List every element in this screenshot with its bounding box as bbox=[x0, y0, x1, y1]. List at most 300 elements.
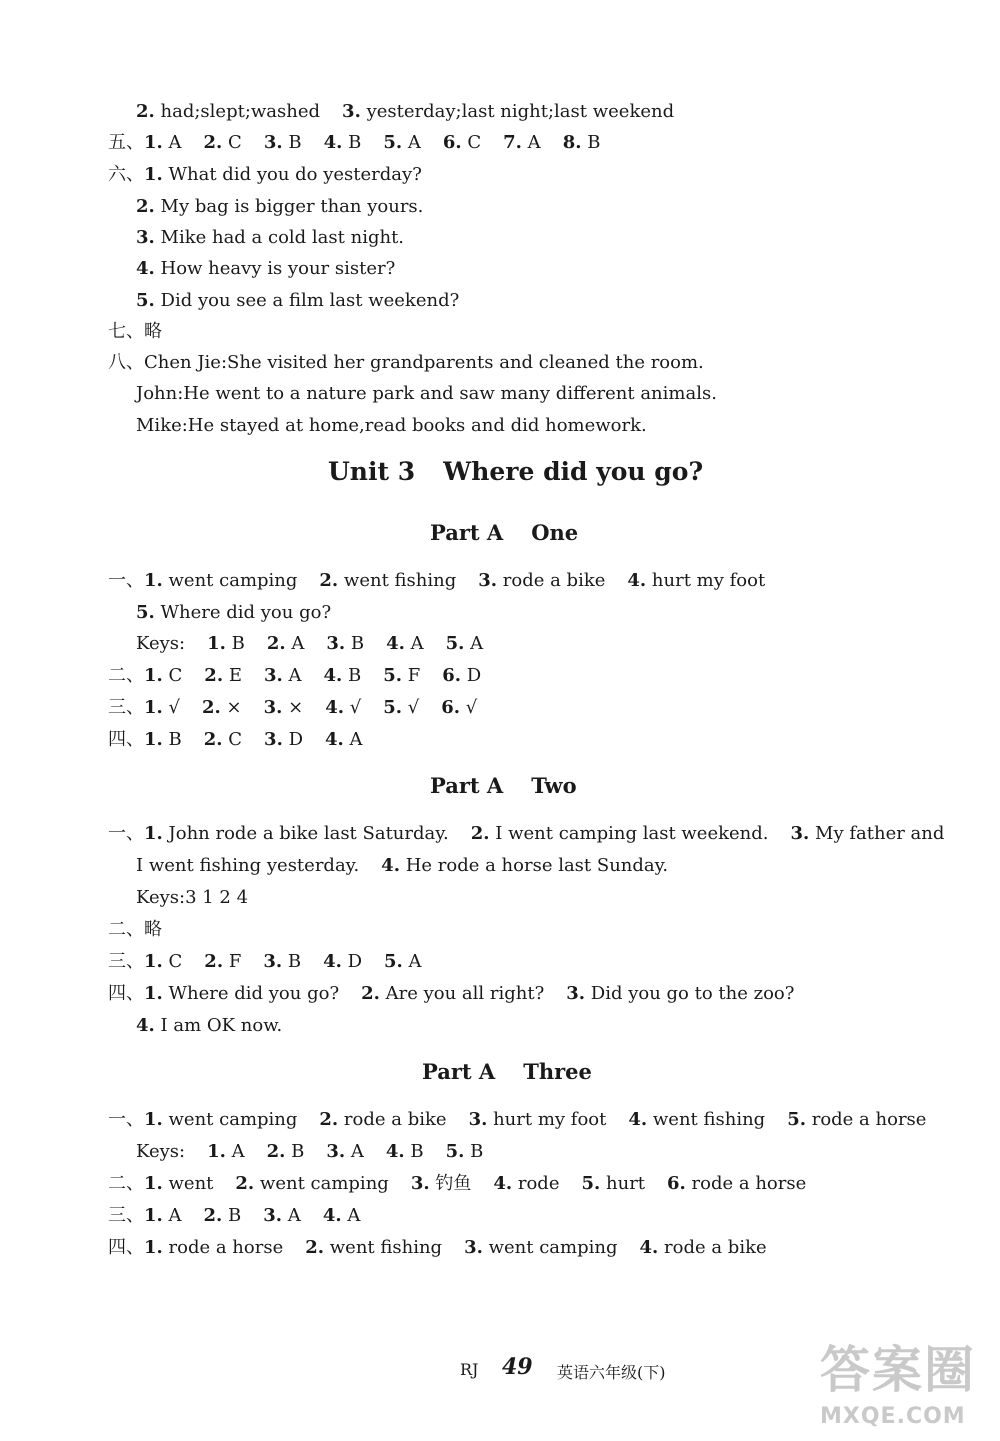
item-answer: rode a bike bbox=[658, 1237, 767, 1258]
question-group-label: 三、 bbox=[108, 1205, 144, 1226]
question-group-label: 四、 bbox=[108, 983, 144, 1004]
item-number: 2. bbox=[203, 1205, 223, 1226]
item-answer: × bbox=[282, 697, 304, 718]
item-answer: Where did you go? bbox=[154, 602, 332, 623]
item-answer: John:He went to a nature park and saw many different animals. bbox=[136, 383, 717, 404]
answer-item bbox=[204, 1205, 242, 1226]
item-number: 3. bbox=[263, 665, 283, 686]
item-number: 2. bbox=[202, 697, 221, 718]
answer-item bbox=[207, 633, 245, 654]
answer-line bbox=[108, 696, 477, 720]
answer-item bbox=[503, 132, 541, 153]
item-number: 3. bbox=[263, 697, 283, 718]
item-answer: went bbox=[162, 1173, 214, 1194]
item-number: 6. bbox=[667, 1173, 686, 1194]
answer-item bbox=[264, 132, 302, 153]
item-number: 4. bbox=[381, 855, 400, 876]
answer-item bbox=[566, 983, 794, 1004]
item-answer: Keys: bbox=[136, 1141, 186, 1162]
answer-item bbox=[136, 101, 320, 122]
item-number: 2. bbox=[203, 132, 223, 153]
item-number: 1. bbox=[144, 1237, 163, 1258]
answer-item bbox=[144, 919, 162, 940]
item-number: 1. bbox=[144, 983, 163, 1004]
item-number: 2. bbox=[235, 1173, 255, 1194]
answer-line bbox=[108, 918, 162, 942]
item-answer: B bbox=[222, 1205, 242, 1226]
item-number: 4. bbox=[325, 729, 344, 750]
item-answer: 钓鱼 bbox=[429, 1173, 472, 1194]
item-answer: B bbox=[282, 132, 302, 153]
item-answer: went fishing bbox=[338, 570, 457, 591]
answer-item bbox=[446, 633, 484, 654]
item-number: 3. bbox=[790, 823, 810, 844]
answer-item bbox=[204, 132, 242, 153]
item-number: 4. bbox=[325, 697, 345, 718]
item-number: 5. bbox=[136, 290, 155, 311]
item-answer: hurt bbox=[600, 1173, 646, 1194]
edition-code: RJ bbox=[460, 1360, 479, 1379]
item-number: 4. bbox=[323, 951, 342, 972]
answer-line bbox=[136, 886, 248, 910]
answer-item bbox=[144, 1173, 213, 1194]
answer-item bbox=[144, 983, 339, 1004]
item-number: 3. bbox=[326, 633, 346, 654]
answer-item bbox=[493, 1173, 559, 1194]
question-group-label: 一、 bbox=[108, 1109, 144, 1130]
item-number: 5. bbox=[383, 132, 403, 153]
item-number: 1. bbox=[144, 697, 163, 718]
part-heading bbox=[422, 1058, 592, 1086]
item-number: 5. bbox=[383, 697, 403, 718]
item-number: 3. bbox=[464, 1237, 483, 1258]
item-number: 2. bbox=[266, 1141, 286, 1162]
item-number: 5. bbox=[383, 665, 403, 686]
part-label: Part A bbox=[430, 520, 504, 545]
answer-item bbox=[627, 570, 765, 591]
answer-item bbox=[326, 633, 364, 654]
item-answer: rode a horse bbox=[162, 1237, 284, 1258]
item-answer: Did you see a film last weekend? bbox=[154, 290, 460, 311]
answer-line bbox=[136, 382, 717, 406]
unit-name: Where did you go? bbox=[443, 457, 704, 486]
item-answer: Chen Jie:She visited her grandparents and cleaned the room. bbox=[144, 352, 704, 373]
item-number: 3. bbox=[478, 570, 498, 591]
answer-item bbox=[325, 697, 361, 718]
item-answer: 略 bbox=[144, 321, 162, 342]
answer-item bbox=[144, 321, 162, 342]
answer-item bbox=[469, 1109, 607, 1130]
answer-item bbox=[323, 951, 362, 972]
answer-item bbox=[263, 951, 301, 972]
item-answer: I am OK now. bbox=[154, 1015, 283, 1036]
answer-item bbox=[204, 951, 241, 972]
item-answer: D bbox=[282, 729, 303, 750]
item-number: 3. bbox=[136, 227, 155, 248]
item-answer: D bbox=[461, 665, 482, 686]
answer-item bbox=[384, 951, 422, 972]
answer-line bbox=[108, 950, 422, 974]
item-answer: B bbox=[404, 1141, 424, 1162]
answer-item bbox=[628, 1109, 765, 1130]
answer-line bbox=[108, 1204, 360, 1228]
item-answer: went camping bbox=[162, 570, 298, 591]
item-number: 2. bbox=[266, 633, 286, 654]
item-answer: B bbox=[282, 951, 302, 972]
item-number: 4. bbox=[639, 1237, 659, 1258]
answer-line bbox=[136, 289, 459, 313]
answer-item bbox=[136, 258, 395, 279]
item-number: 5. bbox=[445, 633, 465, 654]
item-number: 1. bbox=[144, 1173, 163, 1194]
answer-line bbox=[108, 982, 794, 1006]
item-answer: A bbox=[285, 633, 305, 654]
item-number: 5. bbox=[581, 1173, 601, 1194]
answer-item bbox=[204, 665, 242, 686]
watermark-logo bbox=[820, 1330, 996, 1438]
question-group-label: 五、 bbox=[108, 132, 144, 153]
answer-line bbox=[136, 195, 423, 219]
item-answer: yesterday;last night;last weekend bbox=[360, 101, 675, 122]
answer-item bbox=[446, 1141, 484, 1162]
item-answer: hurt my foot bbox=[487, 1109, 607, 1130]
item-number: 2. bbox=[361, 983, 380, 1004]
answer-item bbox=[207, 1141, 245, 1162]
item-number: 3. bbox=[263, 132, 283, 153]
book-title: 英语六年级(下) bbox=[557, 1363, 666, 1382]
answer-item bbox=[136, 1141, 185, 1162]
answer-line bbox=[136, 100, 674, 124]
item-answer: rode a bike bbox=[338, 1109, 447, 1130]
answer-item bbox=[144, 352, 704, 373]
answer-item bbox=[464, 1237, 617, 1258]
item-answer: B bbox=[345, 633, 365, 654]
item-answer: B bbox=[225, 633, 245, 654]
item-answer: A bbox=[404, 633, 424, 654]
question-group-label: 一、 bbox=[108, 823, 144, 844]
answer-item bbox=[136, 290, 459, 311]
unit-title bbox=[328, 456, 703, 488]
answer-item bbox=[144, 132, 182, 153]
item-answer: A bbox=[162, 132, 182, 153]
item-answer: B bbox=[581, 132, 601, 153]
answer-item bbox=[563, 132, 601, 153]
question-group-label: 二、 bbox=[108, 665, 144, 686]
item-answer: A bbox=[225, 1141, 245, 1162]
answer-item bbox=[667, 1173, 806, 1194]
answer-item bbox=[323, 1205, 361, 1226]
item-answer: A bbox=[402, 132, 421, 153]
item-number: 8. bbox=[562, 132, 582, 153]
answer-item bbox=[267, 1141, 305, 1162]
item-number: 3. bbox=[264, 729, 283, 750]
question-group-label: 七、 bbox=[108, 321, 144, 342]
item-number: 1. bbox=[207, 1141, 226, 1162]
answer-item bbox=[383, 697, 419, 718]
answer-line bbox=[108, 1108, 926, 1132]
answer-line bbox=[108, 320, 162, 344]
item-number: 4. bbox=[136, 1015, 155, 1036]
item-number: 2. bbox=[136, 101, 155, 122]
item-answer: went camping bbox=[254, 1173, 389, 1194]
item-number: 4. bbox=[323, 132, 343, 153]
item-answer: rode bbox=[512, 1173, 560, 1194]
question-group-label: 八、 bbox=[108, 352, 144, 373]
answer-line bbox=[136, 257, 395, 281]
question-group-label: 三、 bbox=[108, 697, 144, 718]
answer-line bbox=[136, 632, 483, 656]
question-group-label: 一、 bbox=[108, 570, 144, 591]
item-number: 2. bbox=[203, 729, 223, 750]
item-answer: A bbox=[464, 633, 484, 654]
item-answer: A bbox=[343, 729, 363, 750]
item-answer: √ bbox=[402, 697, 420, 718]
item-number: 2. bbox=[136, 196, 155, 217]
answer-item bbox=[136, 196, 423, 217]
item-answer: hurt my foot bbox=[646, 570, 766, 591]
answer-line bbox=[108, 1172, 806, 1196]
item-answer: rode a bike bbox=[497, 570, 606, 591]
item-number: 3. bbox=[263, 951, 283, 972]
answer-item bbox=[264, 697, 304, 718]
item-answer: Mike had a cold last night. bbox=[154, 227, 405, 248]
item-answer: C bbox=[222, 132, 242, 153]
item-number: 3. bbox=[410, 1173, 430, 1194]
answer-item bbox=[144, 665, 182, 686]
unit-number: Unit 3 bbox=[328, 457, 416, 486]
item-answer: B bbox=[342, 132, 362, 153]
answer-item bbox=[136, 602, 331, 623]
item-answer: What did you do yesterday? bbox=[162, 164, 422, 185]
answer-item bbox=[326, 1141, 364, 1162]
item-number: 5. bbox=[384, 951, 403, 972]
item-answer: √ bbox=[460, 697, 478, 718]
answer-item bbox=[441, 697, 477, 718]
item-number: 1. bbox=[144, 823, 163, 844]
answer-line bbox=[108, 822, 944, 846]
item-answer: Mike:He stayed at home,read books and did homework. bbox=[136, 415, 647, 436]
watermark-url: MXQE.COM bbox=[820, 1404, 966, 1429]
item-answer: D bbox=[341, 951, 363, 972]
item-number: 2. bbox=[204, 951, 224, 972]
answer-line bbox=[108, 1236, 767, 1260]
part-name: Three bbox=[523, 1059, 592, 1084]
question-group-label: 六、 bbox=[108, 164, 144, 185]
item-answer: I went camping last weekend. bbox=[489, 823, 769, 844]
answer-line bbox=[136, 414, 647, 438]
item-number: 5. bbox=[445, 1141, 465, 1162]
item-answer: A bbox=[282, 665, 302, 686]
answer-item bbox=[235, 1173, 388, 1194]
answer-line bbox=[136, 1140, 483, 1164]
answer-item bbox=[144, 1109, 297, 1130]
item-number: 1. bbox=[207, 633, 226, 654]
answer-item bbox=[144, 729, 182, 750]
item-answer: C bbox=[162, 951, 183, 972]
answer-item bbox=[136, 1015, 282, 1036]
item-answer: rode a horse bbox=[806, 1109, 927, 1130]
item-answer: √ bbox=[344, 697, 362, 718]
answer-item bbox=[787, 1109, 926, 1130]
item-number: 3. bbox=[342, 101, 361, 122]
answer-line bbox=[136, 601, 331, 625]
answer-line bbox=[136, 226, 404, 250]
item-answer: Keys: bbox=[136, 633, 186, 654]
item-answer: went camping bbox=[162, 1109, 298, 1130]
item-number: 2. bbox=[305, 1237, 325, 1258]
item-number: 4. bbox=[323, 665, 343, 686]
item-answer: Where did you go? bbox=[162, 983, 340, 1004]
item-answer: He rode a horse last Sunday. bbox=[399, 855, 669, 876]
item-answer: 略 bbox=[144, 919, 162, 940]
answer-item bbox=[144, 1205, 182, 1226]
item-answer: John rode a bike last Saturday. bbox=[162, 823, 449, 844]
answer-item bbox=[342, 101, 674, 122]
answer-item bbox=[381, 855, 668, 876]
part-label: Part A bbox=[430, 773, 504, 798]
item-answer: rode a horse bbox=[685, 1173, 807, 1194]
answer-item bbox=[202, 697, 242, 718]
item-number: 4. bbox=[386, 633, 405, 654]
item-number: 7. bbox=[503, 132, 522, 153]
item-answer: × bbox=[220, 697, 242, 718]
answer-item bbox=[442, 665, 481, 686]
answer-item bbox=[136, 227, 404, 248]
item-answer: had;slept;washed bbox=[154, 101, 321, 122]
answer-item bbox=[639, 1237, 766, 1258]
answer-item bbox=[324, 132, 362, 153]
item-number: 4. bbox=[322, 1205, 342, 1226]
item-number: 5. bbox=[136, 602, 155, 623]
answer-item bbox=[204, 729, 242, 750]
item-answer: F bbox=[402, 665, 421, 686]
answer-line bbox=[108, 664, 481, 688]
answer-item bbox=[136, 855, 359, 876]
item-number: 1. bbox=[144, 1109, 163, 1130]
answer-item bbox=[383, 665, 420, 686]
question-group-label: 四、 bbox=[108, 1237, 144, 1258]
item-answer: A bbox=[521, 132, 541, 153]
item-number: 4. bbox=[385, 1141, 405, 1162]
item-answer: went camping bbox=[482, 1237, 618, 1258]
item-answer: A bbox=[402, 951, 422, 972]
item-answer: My bag is bigger than yours. bbox=[154, 196, 424, 217]
item-number: 1. bbox=[144, 951, 163, 972]
answer-item bbox=[383, 132, 421, 153]
item-number: 3. bbox=[263, 1205, 283, 1226]
item-number: 4. bbox=[628, 1109, 648, 1130]
item-answer: I went fishing yesterday. bbox=[136, 855, 360, 876]
answer-item bbox=[136, 887, 248, 908]
item-answer: B bbox=[464, 1141, 484, 1162]
answer-item bbox=[319, 570, 456, 591]
item-number: 4. bbox=[627, 570, 647, 591]
item-answer: A bbox=[345, 1141, 364, 1162]
answer-item bbox=[324, 665, 362, 686]
item-number: 2. bbox=[470, 823, 490, 844]
answer-item bbox=[144, 823, 449, 844]
answer-item bbox=[305, 1237, 442, 1258]
answer-item bbox=[144, 1237, 283, 1258]
item-answer: √ bbox=[162, 697, 180, 718]
item-number: 5. bbox=[787, 1109, 806, 1130]
item-number: 3. bbox=[326, 1141, 346, 1162]
answer-item bbox=[264, 665, 302, 686]
item-answer: B bbox=[285, 1141, 305, 1162]
answer-line bbox=[108, 569, 765, 593]
answer-item bbox=[471, 823, 769, 844]
item-number: 4. bbox=[136, 258, 155, 279]
answer-item bbox=[361, 983, 544, 1004]
answer-line bbox=[108, 728, 363, 752]
question-group-label: 二、 bbox=[108, 919, 144, 940]
watermark-logo-text: 答案圈 bbox=[820, 1341, 976, 1399]
answer-line bbox=[108, 351, 704, 375]
item-answer: C bbox=[461, 132, 482, 153]
item-number: 3. bbox=[566, 983, 586, 1004]
answer-item bbox=[136, 383, 717, 404]
item-number: 3. bbox=[468, 1109, 488, 1130]
item-answer: C bbox=[162, 665, 183, 686]
item-answer: Keys:3 1 2 4 bbox=[136, 887, 249, 908]
answer-line bbox=[136, 1014, 282, 1038]
item-answer: How heavy is your sister? bbox=[154, 258, 396, 279]
answer-item bbox=[264, 729, 303, 750]
part-name: One bbox=[531, 520, 579, 545]
answer-item bbox=[136, 415, 647, 436]
item-number: 2. bbox=[319, 570, 339, 591]
answer-item bbox=[443, 132, 481, 153]
item-answer: My father and bbox=[809, 823, 945, 844]
item-number: 2. bbox=[204, 665, 224, 686]
item-number: 6. bbox=[441, 697, 461, 718]
answer-line bbox=[136, 854, 668, 878]
item-answer: B bbox=[162, 729, 182, 750]
item-answer: A bbox=[341, 1205, 361, 1226]
page-number: 49 bbox=[502, 1354, 533, 1380]
answer-line bbox=[108, 163, 422, 187]
answer-item bbox=[319, 1109, 446, 1130]
item-answer: F bbox=[223, 951, 242, 972]
part-heading bbox=[430, 519, 578, 547]
answer-item bbox=[325, 729, 363, 750]
item-number: 1. bbox=[144, 570, 163, 591]
part-heading bbox=[430, 772, 577, 800]
answer-line bbox=[108, 131, 600, 155]
part-name: Two bbox=[531, 773, 577, 798]
item-number: 1. bbox=[144, 164, 163, 185]
item-answer: C bbox=[222, 729, 243, 750]
item-answer: A bbox=[162, 1205, 182, 1226]
item-number: 4. bbox=[493, 1173, 513, 1194]
answer-item bbox=[144, 951, 182, 972]
answer-item bbox=[263, 1205, 301, 1226]
answer-item bbox=[144, 697, 180, 718]
question-group-label: 二、 bbox=[108, 1173, 144, 1194]
answer-item bbox=[144, 570, 297, 591]
item-answer: went fishing bbox=[647, 1109, 766, 1130]
item-answer: Are you all right? bbox=[379, 983, 545, 1004]
answer-item bbox=[581, 1173, 645, 1194]
question-group-label: 三、 bbox=[108, 951, 144, 972]
part-label: Part A bbox=[422, 1059, 496, 1084]
item-number: 6. bbox=[442, 132, 462, 153]
answer-item bbox=[411, 1173, 472, 1194]
item-answer: Did you go to the zoo? bbox=[585, 983, 795, 1004]
item-number: 1. bbox=[144, 132, 163, 153]
item-number: 1. bbox=[144, 665, 163, 686]
item-answer: B bbox=[342, 665, 362, 686]
